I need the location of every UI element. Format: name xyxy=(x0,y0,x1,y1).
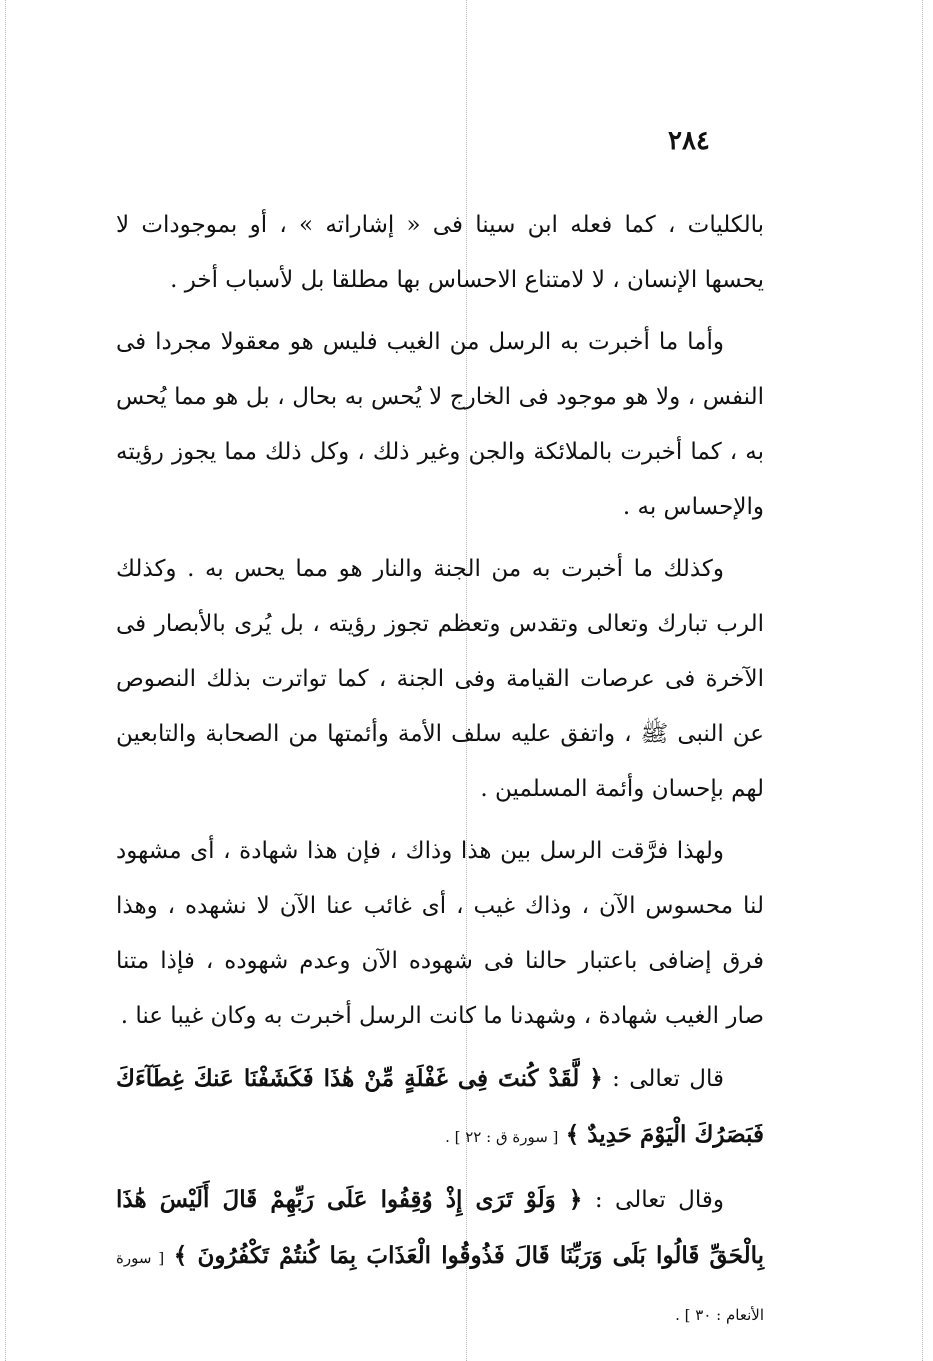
page-number: ٢٨٤ xyxy=(668,126,710,156)
paragraph-2: وأما ما أخبرت به الرسل من الغيب فليس هو معقولا مجردا فى النفس ، ولا هو موجود فى الخارج لا يُحس به بحال ، بل هو مما يُحس به ، كما أخبرت بالملائكة والجن وغير ذلك ، وكل ذلك مما يجوز رؤيته والإحساس به . xyxy=(116,329,764,520)
paragraph-3: وكذلك ما أخبرت به من الجنة والنار هو مما يحس به . وكذلك الرب تبارك وتعالى وتقدس وتعظم تجوز رؤيته ، بل يُرى بالأبصار فى الآخرة فى عرصات القيامة وفى الجنة ، كما تواترت بذلك النصوص عن النبى ﷺ ، واتفق عليه سلف الأمة وأئمتها من الصحابة والتابعين لهم بإحسان وأئمة المسلمين . xyxy=(116,556,764,802)
verse-1-intro: قال تعالى : xyxy=(612,1066,724,1092)
paragraph-4: ولهذا فرَّقت الرسل بين هذا وذاك ، فإن هذا شهادة ، أى مشهود لنا محسوس الآن ، وذاك غيب ، أى غائب عنا الآن لا نشهده ، وهذا فرق إضافى باعتبار حالنا فى شهوده الآن وعدم شهوده ، فإذا متنا صار الغيب شهادة ، وشهدنا ما كانت الرسل أخبرت به وكان غيبا عنا . xyxy=(116,838,764,1029)
verse-2-reference: [ سورة الأنعام : ٣٠ ] . xyxy=(116,1249,764,1324)
verse-2-intro: وقال تعالى : xyxy=(594,1187,725,1213)
verse-block-1 xyxy=(116,1051,764,1165)
verse-block-2 xyxy=(116,1172,764,1343)
page-body xyxy=(116,198,764,1350)
verse-1-reference: [ سورة ق : ٢٢ ] . xyxy=(445,1128,559,1146)
page-guide-left xyxy=(5,0,6,1361)
verse-1-text: ﴿ لَّقَدْ كُنتَ فِى غَفْلَةٍ مِّنْ هَٰذَا فَكَشَفْنَا عَنكَ غِطَآءَكَ فَبَصَرُكَ الْيَوْمَ حَدِيدٌ ﴾ xyxy=(116,1065,764,1148)
verse-2-text: ﴿ وَلَوْ تَرَى إِذْ وُقِفُوا عَلَى رَبِّهِمْ قَالَ أَلَيْسَ هَٰذَا بِالْحَقِّ قَالُوا بَلَى وَرَبِّنَا قَالَ فَذُوقُوا الْعَذَابَ بِمَا كُنتُمْ تَكْفُرُونَ ﴾ xyxy=(116,1186,765,1269)
paragraph-1: بالكليات ، كما فعله ابن سينا فى « إشاراته » ، أو بموجودات لا يحسها الإنسان ، لا لامتناع الاحساس بها مطلقا بل لأسباب أخر . xyxy=(116,212,764,293)
page-guide-right xyxy=(922,0,923,1361)
